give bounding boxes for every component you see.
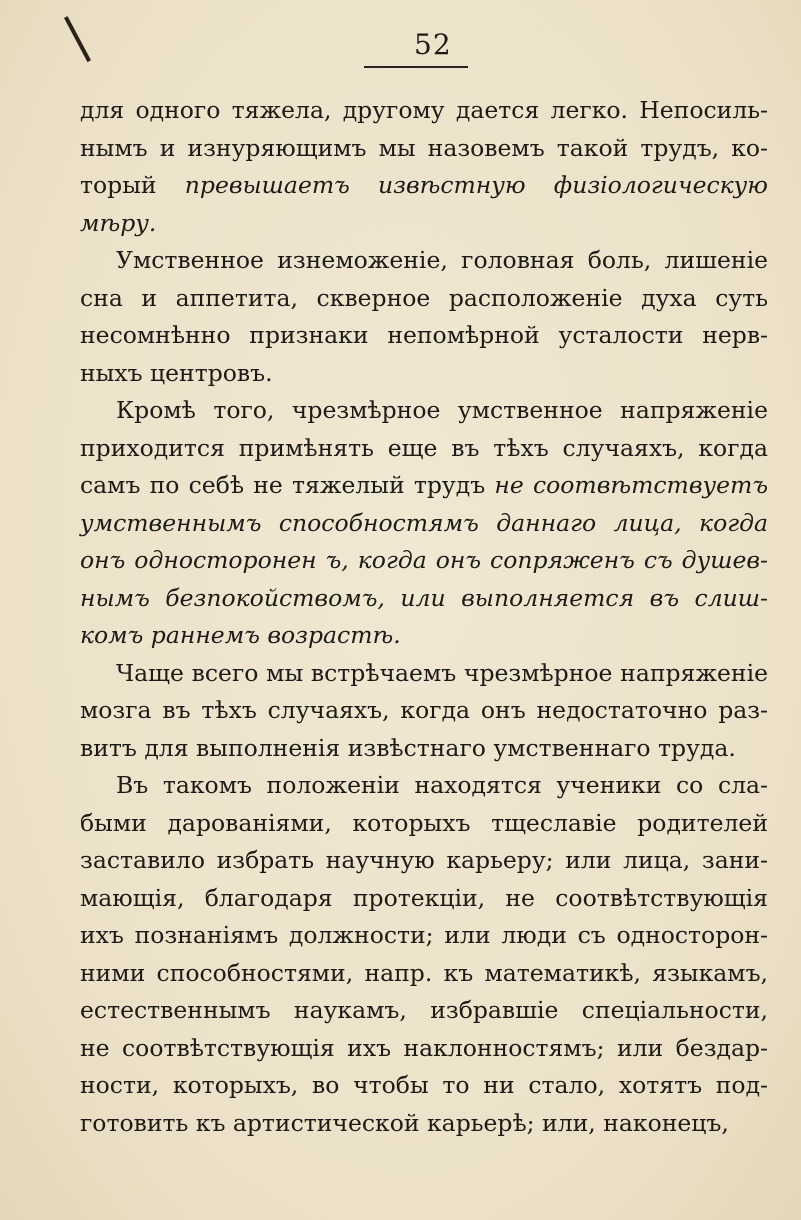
italic-text: умственнымъ способностямъ даннаго лица, когда [80, 508, 768, 537]
text-line [80, 1067, 768, 1105]
margin-mark [64, 16, 91, 62]
italic-text: превышаетъ извѣстную физіологическую [184, 171, 768, 199]
text-run: готовить къ артистической карьерѣ; или, наконецъ, [80, 1108, 729, 1137]
text-line [80, 542, 768, 580]
text-line [80, 505, 768, 543]
text-run: приходится примѣнять еще въ тѣхъ случаяхъ, когда [80, 433, 768, 462]
body-text [80, 92, 768, 1142]
text-line [80, 317, 768, 355]
text-run: Чаще всего мы встрѣчаемъ чрезмѣрное напряженіе [116, 658, 768, 687]
paragraph [80, 92, 768, 242]
text-line [80, 655, 768, 693]
text-line [80, 917, 768, 955]
text-run: Умственное изнеможеніе, головная боль, лишеніе [116, 246, 768, 274]
paragraph [80, 392, 768, 655]
text-line [80, 1105, 768, 1143]
text-line [80, 130, 768, 168]
text-line [80, 280, 768, 318]
text-line [80, 92, 768, 130]
italic-text: мѣру. [80, 208, 157, 237]
text-run: мающія, благодаря протекціи, не соотвѣтствующія [80, 883, 768, 912]
italic-text: не соотвѣтствуетъ [494, 471, 768, 499]
text-run: заставило избрать научную карьеру; или лица, зани- [80, 846, 768, 874]
text-run: сна и аппетита, скверное расположеніе духа суть [80, 283, 768, 312]
text-line [80, 955, 768, 993]
text-run: нымъ и изнуряющимъ мы назовемъ такой трудъ, ко- [80, 133, 768, 162]
text-run: быми дарованіями, которыхъ тщеславіе родителей [80, 808, 768, 837]
italic-text: комъ раннемъ возрастѣ. [80, 621, 401, 649]
text-line [80, 580, 768, 618]
text-line [80, 242, 768, 280]
text-line [80, 1030, 768, 1068]
paragraph [80, 242, 768, 392]
text-run: ихъ познаніямъ должности; или люди съ односторон- [80, 921, 768, 949]
text-run: Въ такомъ положеніи находятся ученики со сла- [116, 771, 768, 799]
text-run: самъ по себѣ не тяжелый трудъ [80, 471, 495, 499]
text-line [80, 767, 768, 805]
text-line [80, 167, 768, 205]
text-run: ними способностями, напр. къ математикѣ, языкамъ, [80, 958, 768, 987]
text-line [80, 730, 768, 768]
text-line [80, 992, 768, 1030]
text-run: мозга въ тѣхъ случаяхъ, когда онъ недостаточно раз- [80, 696, 768, 724]
page-number: 52 [414, 28, 452, 61]
text-run: естественнымъ наукамъ, избравшіе спеціальности, [80, 996, 768, 1024]
text-line [80, 430, 768, 468]
text-run: ныхъ центровъ. [80, 358, 273, 387]
text-run: витъ для выполненія извѣстнаго умственнаго труда. [80, 733, 736, 762]
header-rule [364, 66, 468, 68]
italic-text: онъ односторонен ъ, когда онъ сопряженъ съ душев- [80, 546, 768, 574]
text-run: торый [80, 171, 185, 199]
text-line [80, 392, 768, 430]
text-line [80, 355, 768, 393]
text-line [80, 617, 768, 655]
text-line [80, 692, 768, 730]
text-run: ности, которыхъ, во чтобы то ни стало, хотятъ под- [80, 1071, 768, 1099]
text-line [80, 842, 768, 880]
paragraph [80, 655, 768, 768]
text-line [80, 880, 768, 918]
paragraph [80, 767, 768, 1142]
text-run: Кромѣ того, чрезмѣрное умственное напряженіе [116, 396, 768, 424]
text-line [80, 205, 768, 243]
text-line [80, 805, 768, 843]
italic-text: нымъ безпокойствомъ, или выполняется въ слиш- [80, 583, 768, 612]
text-run: для одного тяжела, другому дается легко. Непосиль- [80, 96, 768, 124]
text-run: несомнѣнно признаки непомѣрной усталости нерв- [80, 321, 768, 349]
text-run: не соотвѣтствующія ихъ наклонностямъ; или бездар- [80, 1033, 768, 1062]
text-line [80, 467, 768, 505]
